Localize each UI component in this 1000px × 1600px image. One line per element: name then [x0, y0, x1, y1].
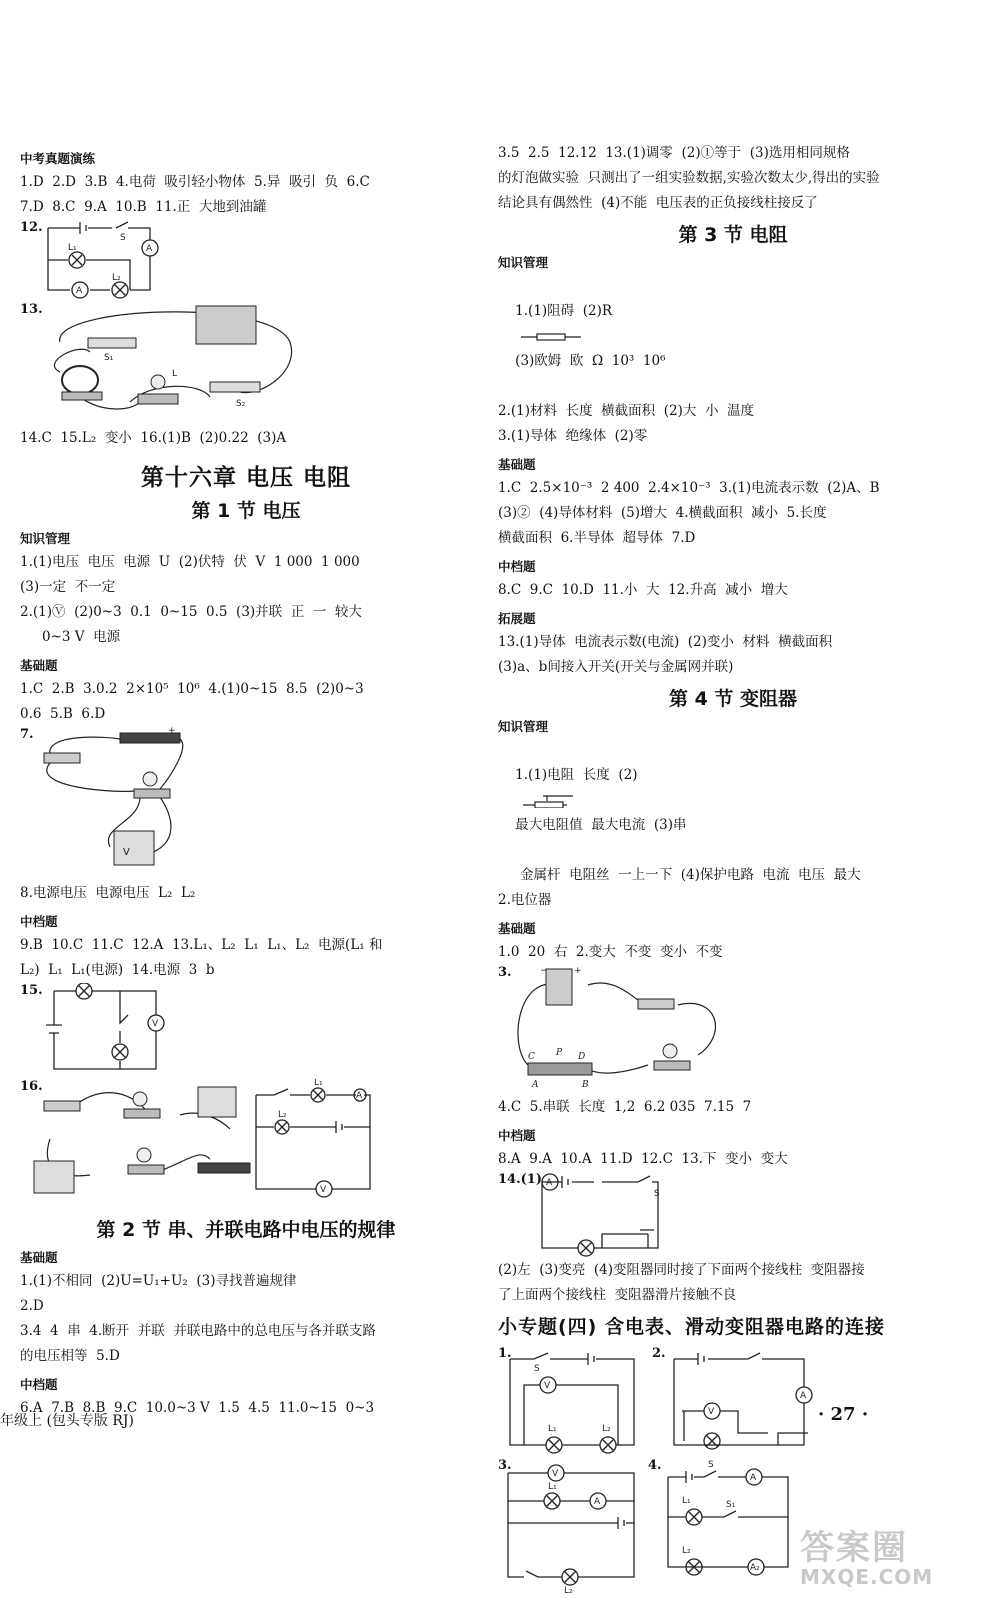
circuit-diagram-12	[20, 220, 472, 302]
answer-line: (3)a、b间接入开关(开关与金属网并联)	[498, 659, 734, 675]
question-number: 3.	[498, 965, 512, 980]
question-number: 7.	[20, 727, 34, 742]
svg-text:V: V	[152, 1019, 159, 1029]
svg-text:+: +	[574, 966, 582, 976]
answer-line: 的电压相等 5.D	[20, 1348, 120, 1364]
svg-text:A: A	[146, 244, 153, 254]
section-title: 第 4 节 变阻器	[668, 688, 798, 710]
answer-line: 0~3 V 电源	[42, 629, 121, 645]
svg-text:S: S	[534, 1364, 540, 1374]
page-number: · 27 ·	[818, 1404, 869, 1425]
answer-line: 1.C 2.5×10⁻³ 2 400 2.4×10⁻³ 3.(1)电流表示数 (2)A、B	[498, 480, 880, 496]
svg-text:A: A	[356, 1091, 363, 1101]
answer-line: 14.C 15.L₂ 变小 16.(1)B (2)0.22 (3)A	[20, 430, 287, 446]
section-heading: 中档题	[498, 1128, 536, 1143]
svg-text:S: S	[120, 233, 126, 243]
answer-line: (3)② (4)导体材料 (5)增大 4.横截面积 减小 5.长度	[498, 505, 827, 521]
answer-text: 1.(1)电阻 长度 (2)	[515, 767, 638, 783]
topic-circuits-1-2	[498, 1345, 968, 1457]
svg-text:V: V	[544, 1381, 551, 1391]
answer-line: 1.D 2.D 3.B 4.电荷 吸引轻小物体 5.异 吸引 负 6.C	[20, 174, 370, 190]
answer-line: 3.5 2.5 12.12 13.(1)调零 (2)①等于 (3)选用相同规格	[498, 145, 850, 161]
answer-line: L₂) L₁ L₁(电源) 14.电源 3 b	[20, 962, 215, 978]
svg-text:L₂: L₂	[112, 273, 121, 283]
svg-text:L: L	[172, 369, 178, 379]
question-number: 16.	[20, 1079, 43, 1094]
svg-text:L₁: L₁	[314, 1079, 323, 1088]
svg-text:A: A	[594, 1497, 601, 1507]
answer-line: 金属杆 电阻丝 一上一下 (4)保护电路 电流 电压 最大	[520, 867, 861, 883]
section-heading: 知识管理	[20, 531, 71, 546]
section-heading: 中考真题演练	[20, 151, 96, 166]
answer-line: 9.B 10.C 11.C 12.A 13.L₁、L₂ L₁ L₁、L₂ 电源(L₁ 和	[20, 937, 383, 953]
answer-line: 1.C 2.B 3.0.2 2×10⁵ 10⁶ 4.(1)0~15 8.5 (2)0~3	[20, 681, 364, 697]
svg-text:V: V	[320, 1185, 327, 1195]
answer-line: 1.(1)不相同 (2)U=U₁+U₂ (3)寻找普遍规律	[20, 1273, 297, 1289]
svg-text:S: S	[708, 1460, 714, 1470]
answer-line: 4.C 5.串联 长度 1,2 6.2 035 7.15 7	[498, 1099, 752, 1115]
answer-text: 1.(1)阻碍 (2)R	[515, 303, 613, 319]
section-heading: 中档题	[498, 559, 536, 574]
physical-circuit-3	[498, 965, 968, 1095]
svg-text:S₁: S₁	[726, 1500, 736, 1510]
section-heading: 中档题	[20, 914, 58, 929]
svg-text:V: V	[123, 847, 130, 858]
question-number: 14.(1)	[498, 1172, 542, 1187]
section-heading: 基础题	[20, 658, 58, 673]
question-number: 1.	[498, 1346, 512, 1361]
answer-line: 2.D	[20, 1298, 44, 1314]
answer-text: (3)欧姆 欧 Ω 10³ 10⁶	[515, 353, 666, 369]
answer-line: 8.C 9.C 10.D 11.小 大 12.升高 减小 增大	[498, 582, 788, 598]
section-heading: 基础题	[498, 457, 536, 472]
answer-line: 13.(1)导体 电流表示数(电流) (2)变小 材料 横截面积	[498, 634, 833, 650]
answer-line: 横截面积 6.半导体 超导体 7.D	[498, 530, 696, 546]
topic-title: 小专题(四) 含电表、滑动变阻器电路的连接	[498, 1316, 885, 1338]
answer-line: 7.D 8.C 9.A 10.B 11.正 大地到油罐	[20, 199, 267, 215]
chapter-title: 第十六章 电压 电阻	[140, 465, 351, 491]
answer-line: (3)一定 不一定	[20, 579, 116, 595]
left-column	[20, 143, 472, 1421]
question-number: 2.	[652, 1346, 666, 1361]
answer-line: 0.6 5.B 6.D	[20, 706, 106, 722]
resistor-symbol	[521, 332, 581, 342]
question-number: 3.	[498, 1458, 512, 1473]
svg-text:L₁: L₁	[548, 1424, 557, 1434]
circuit-diagram-16	[20, 1079, 472, 1211]
section-heading: 拓展题	[498, 611, 536, 626]
svg-text:B: B	[582, 1080, 589, 1090]
answer-line: 结论具有偶然性 (4)不能 电压表的正负接线柱接反了	[498, 195, 818, 211]
section-title: 第 3 节 电阻	[678, 224, 788, 246]
circuit-diagram-15	[20, 983, 472, 1079]
svg-text:−: −	[540, 966, 548, 976]
section-title: 第 2 节 串、并联电路中电压的规律	[96, 1219, 396, 1241]
question-number: 13.	[20, 302, 43, 317]
svg-text:A: A	[750, 1473, 757, 1483]
svg-text:A: A	[546, 1178, 553, 1188]
section-heading: 基础题	[20, 1250, 58, 1265]
svg-text:L₂: L₂	[564, 1586, 573, 1596]
answer-line: 2.(1)材料 长度 横截面积 (2)大 小 温度	[498, 403, 755, 419]
svg-text:L₂: L₂	[278, 1110, 287, 1120]
svg-text:D: D	[578, 1052, 586, 1062]
answer-line: (2)左 (3)变亮 (4)变阻器同时接了下面两个接线柱 变阻器接	[498, 1262, 865, 1278]
svg-text:S₂: S₂	[236, 399, 246, 409]
footer-edition: 年级上 (包头专版 RJ)	[0, 1413, 134, 1429]
answer-line: 1.(1)电压 电压 电源 U (2)伏特 伏 V 1 000 1 000	[20, 554, 360, 570]
svg-text:L₁: L₁	[548, 1482, 557, 1492]
svg-text:V: V	[552, 1469, 559, 1479]
question-number: 4.	[648, 1458, 662, 1473]
svg-text:L₂: L₂	[602, 1424, 611, 1434]
svg-text:S₁: S₁	[104, 353, 114, 363]
answer-line: 3.4 4 串 4.断开 并联 并联电路中的总电压与各并联支路	[20, 1323, 376, 1339]
svg-text:L₁: L₁	[682, 1496, 691, 1506]
section-heading: 基础题	[498, 921, 536, 936]
answer-line: 3.(1)导体 绝缘体 (2)零	[498, 428, 648, 444]
watermark-logo	[800, 1520, 933, 1589]
right-column	[498, 141, 968, 1597]
svg-text:P: P	[556, 1048, 563, 1058]
physical-circuit-13	[20, 302, 472, 426]
svg-text:+: +	[168, 727, 176, 736]
answer-line: 的灯泡做实验 只测出了一组实验数据,实验次数太少,得出的实验	[498, 170, 880, 186]
physical-circuit-7	[20, 727, 472, 881]
svg-text:A₂: A₂	[750, 1563, 760, 1573]
answer-line: 8.A 9.A 10.A 11.D 12.C 13.下 变小 变大	[498, 1151, 788, 1167]
answer-line: 2.(1)Ⓥ (2)0~3 0.1 0~15 0.5 (3)并联 正 一 较大	[20, 604, 362, 620]
answer-line	[498, 274, 968, 399]
question-number: 15.	[20, 983, 43, 998]
svg-text:V: V	[708, 1407, 715, 1417]
svg-text:S: S	[654, 1189, 660, 1199]
watermark-url: MXQE.COM	[800, 1565, 934, 1589]
answer-line	[498, 738, 968, 863]
answer-line: 1.0 20 右 2.变大 不变 变小 不变	[498, 944, 723, 960]
section-heading: 知识管理	[498, 719, 549, 734]
answer-text: 最大电阻值 最大电流 (3)串	[515, 817, 687, 833]
watermark-text: 答案圈	[800, 1528, 908, 1568]
question-number: 12.	[20, 220, 43, 235]
answer-line: 了上面两个接线柱 变阻器滑片接触不良	[498, 1287, 737, 1303]
circuit-diagram-14	[498, 1172, 968, 1258]
section-title: 第 1 节 电压	[191, 500, 301, 522]
answer-line: 8.电源电压 电源电压 L₂ L₂	[20, 885, 196, 901]
rheostat-symbol	[523, 794, 579, 808]
svg-text:A: A	[532, 1080, 539, 1090]
svg-text:C: C	[528, 1052, 535, 1062]
section-heading: 中档题	[20, 1377, 58, 1392]
svg-text:A: A	[800, 1391, 807, 1401]
svg-text:A: A	[76, 286, 83, 296]
answer-line: 6.A 7.B 8.B 9.C 10.0~3 V 1.5 4.5 11.0~15 0~3	[20, 1400, 375, 1416]
section-heading: 知识管理	[498, 255, 549, 270]
answer-line: 2.电位器	[498, 892, 552, 908]
svg-text:L₂: L₂	[682, 1546, 691, 1556]
svg-text:L₁: L₁	[68, 243, 77, 253]
